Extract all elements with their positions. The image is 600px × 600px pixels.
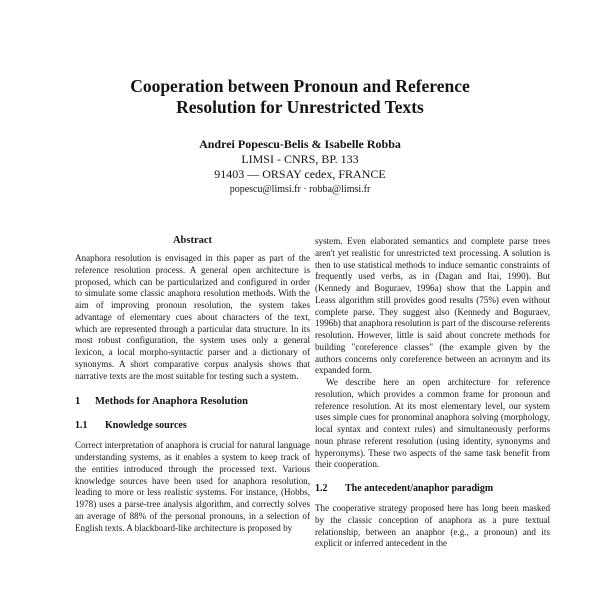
author-names: Andrei Popescu-Belis & Isabelle Robba [199,137,401,151]
section-1-number: 1 [75,396,81,408]
address: 91403 — ORSAY cedex, FRANCE [214,167,386,181]
paper-title [60,76,540,118]
title-line-2: Resolution for Unrestricted Texts [176,97,424,117]
subsection-1-1-text: Correct interpretation of anaphora is crucial for natural language understanding systems, as it enables a system to keep track of the entities introduced through the processed text. Various knowledge sources have been used for anaphora resolution, leading to more or less realistic systems. For instance, (Hobbs, 1978) uses a parse-tree analysis algorithm, and correctly solves an average of 88% of the personal pronouns, in a selection of English texts. A blackboard-like architecture is proposed by [75,440,310,533]
subsection-1-2-title: The antecedent/anaphor paradigm [345,483,494,494]
abstract-text: Anaphora resolution is envisaged in this paper as part of the reference resolution process. A general open architecture is proposed, which can be particularized and configured in order to simulate some classic anaphora resolution methods. With the aim of improving pronoun resolution, the system takes advantage of elementary cues about characters of the text, which are represented through a particular data structure. In its most robust configuration, the system uses only a general lexicon, a local morpho-syntactic parser and a dictionary of synonyms. A short comparative corpus analysis shows that narrative texts are the most suitable for testing such a system. [75,253,310,381]
title-line-1: Cooperation between Pronoun and Reference [130,76,470,96]
subsection-1-2-heading [315,482,550,495]
subsection-1-1-number: 1.1 [75,420,88,432]
subsection-1-2-number: 1.2 [315,483,328,494]
right-paragraph-1: system. Even elaborated semantics and complete parse trees aren't yet realistic for unrestricted text processing. A solution is then to use statistical methods to induce semantic constraints of frequently used verbs, as in (Dagan and Itai, 1990). But (Kennedy and Boguraev, 1996a) show that the Lappin and Leass algorithm still provides good results (75%) even without complete parse. They suggest also (Kennedy and Boguraev, 1996b) that anaphora resolution is part of the discourse referents resolution. However, little is said about concrete methods for building "coreference classes" (the example given by the authors concerns only coreference between an acronym and its expanded form. [315,236,550,376]
subsection-1-1-title: Knowledge sources [105,420,187,432]
right-paragraph-2: We describe here an open architecture for reference resolution, which provides a common frame for pronoun and reference resolution. At its most elementary level, our system uses simple cues for pronominal anaphora solving (morphology, local syntax and context rules) and simultaneously performs noun phrase referent resolution (using identity, synonyms and hyperonyms). These two aspects of the same task benefit from their cooperation. [315,377,550,470]
section-1-heading [75,395,310,408]
left-column [75,234,310,534]
subsection-1-1-heading [75,419,310,432]
right-column [315,236,550,550]
author-block [80,137,520,197]
subsection-1-2-text: The cooperative strategy proposed here has long been masked by the classic conception of anaphora as a pure textual relationship, between an anaphor (e.g., a pronoun) and its explicit or inferred antecedent in the [315,503,550,549]
section-1-title: Methods for Anaphora Resolution [95,396,248,408]
abstract-heading: Abstract [172,235,213,246]
author-emails: popescu@limsi.fr · robba@limsi.fr [229,184,371,195]
affiliation: LIMSI - CNRS, BP. 133 [241,152,359,166]
